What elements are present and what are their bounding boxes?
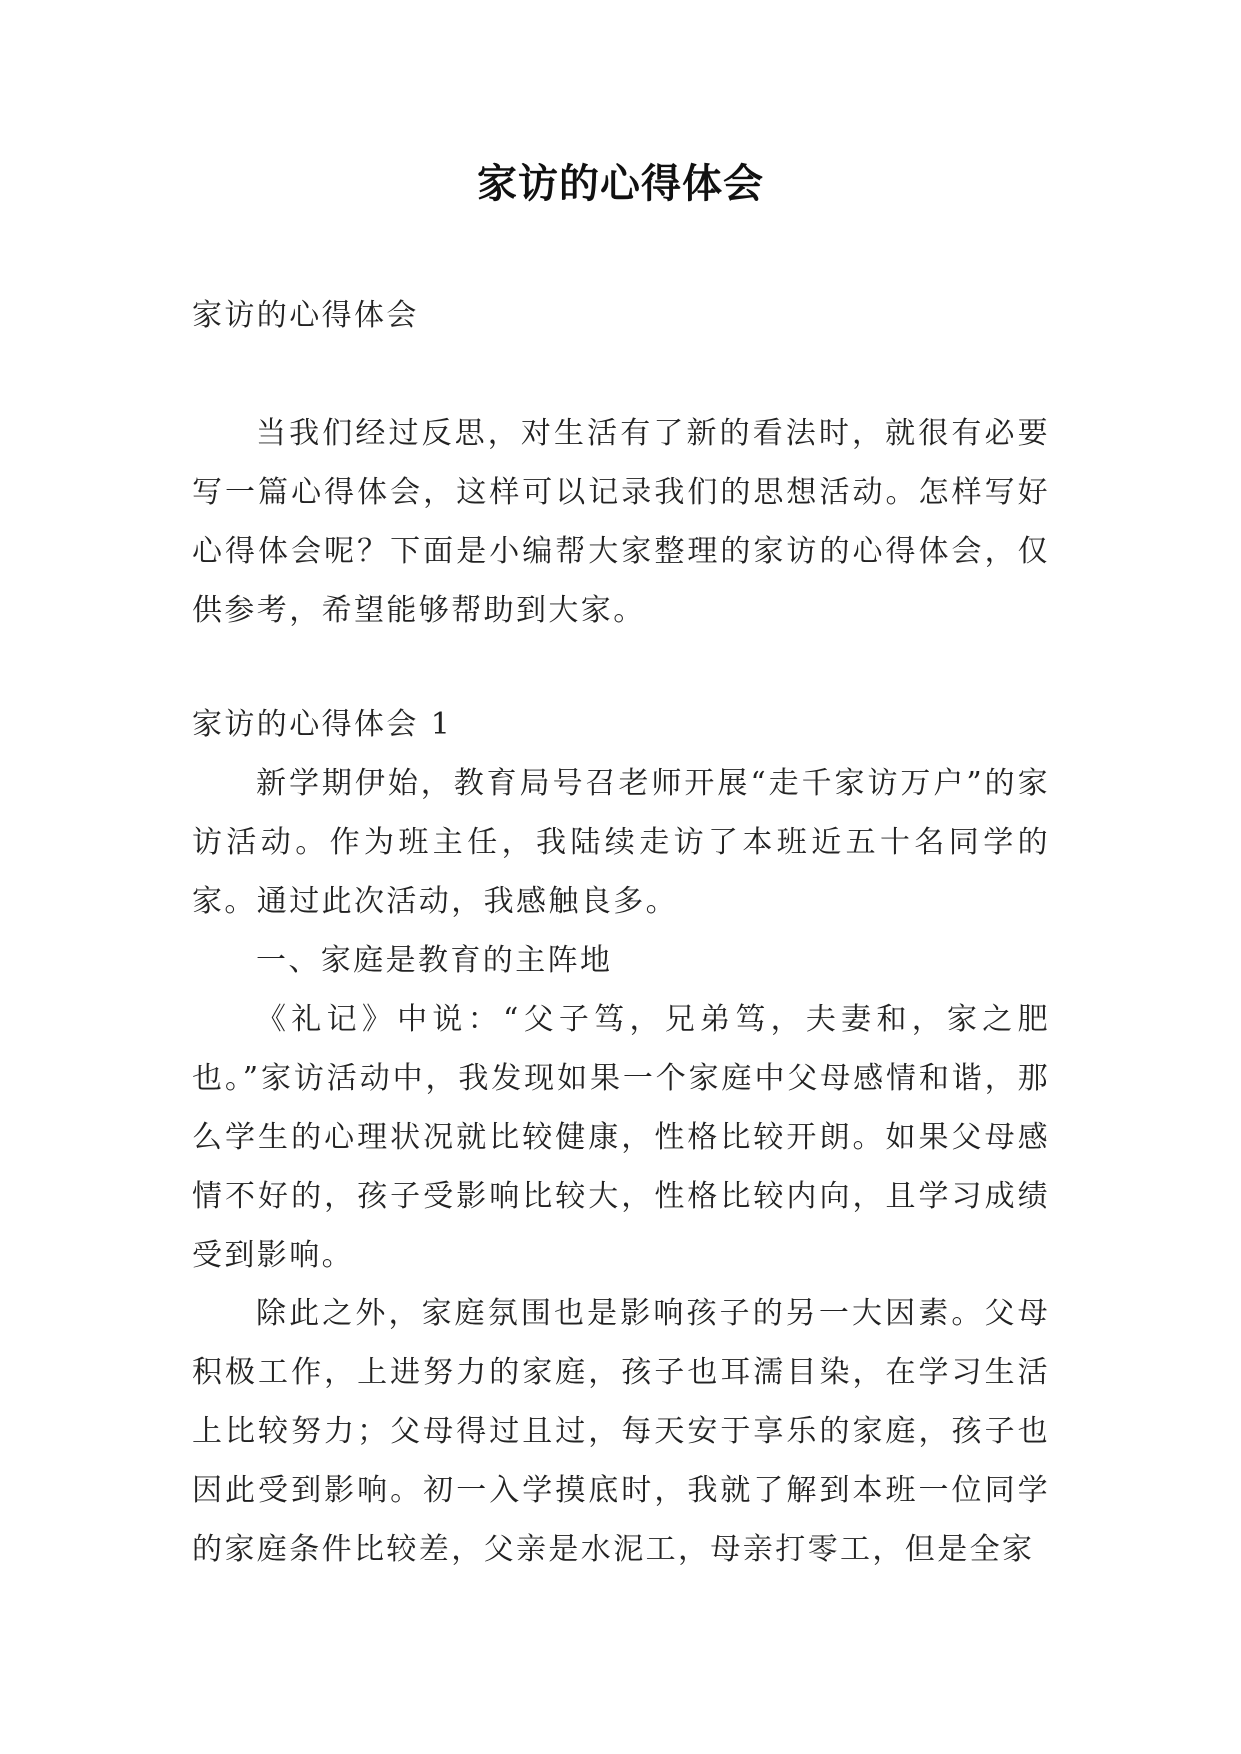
subheading-family-education: 一、家庭是教育的主阵地 — [256, 943, 613, 978]
section-heading: 家访的心得体会 1 — [192, 707, 453, 742]
body-paragraph-1: 新学期伊始，教育局号召老师开展“走千家访万户”的家访活动。作为班主任，我陆续走访了本班近五十名同学的家。通过此次活动，我感触良多。 — [192, 766, 1050, 919]
document-subtitle: 家访的心得体会 — [192, 298, 419, 333]
body-paragraph-2: 《礼记》中说：“父子笃，兄弟笃，夫妻和，家之肥也。”家访活动中，我发现如果一个家庭中父母感情和谐，那么学生的心理状况就比较健康，性格比较开朗。如果父母感情不好的，孩子受影响比较大，性格比较内向，且学习成绩受到影响。 — [192, 1002, 1050, 1273]
document-title: 家访的心得体会 — [477, 160, 764, 207]
intro-paragraph: 当我们经过反思，对生活有了新的看法时，就很有必要写一篇心得体会，这样可以记录我们的思想活动。怎样写好心得体会呢？下面是小编帮大家整理的家访的心得体会，仅供参考，希望能够帮助到大家。 — [192, 416, 1050, 628]
body-paragraph-3: 除此之外，家庭氛围也是影响孩子的另一大因素。父母积极工作，上进努力的家庭，孩子也耳濡目染，在学习生活上比较努力；父母得过且过，每天安于享乐的家庭，孩子也因此受到影响。初一入学摸底时，我就了解到本班一位同学的家庭条件比较差，父亲是水泥工，母亲打零工，但是全家 — [192, 1296, 1050, 1567]
